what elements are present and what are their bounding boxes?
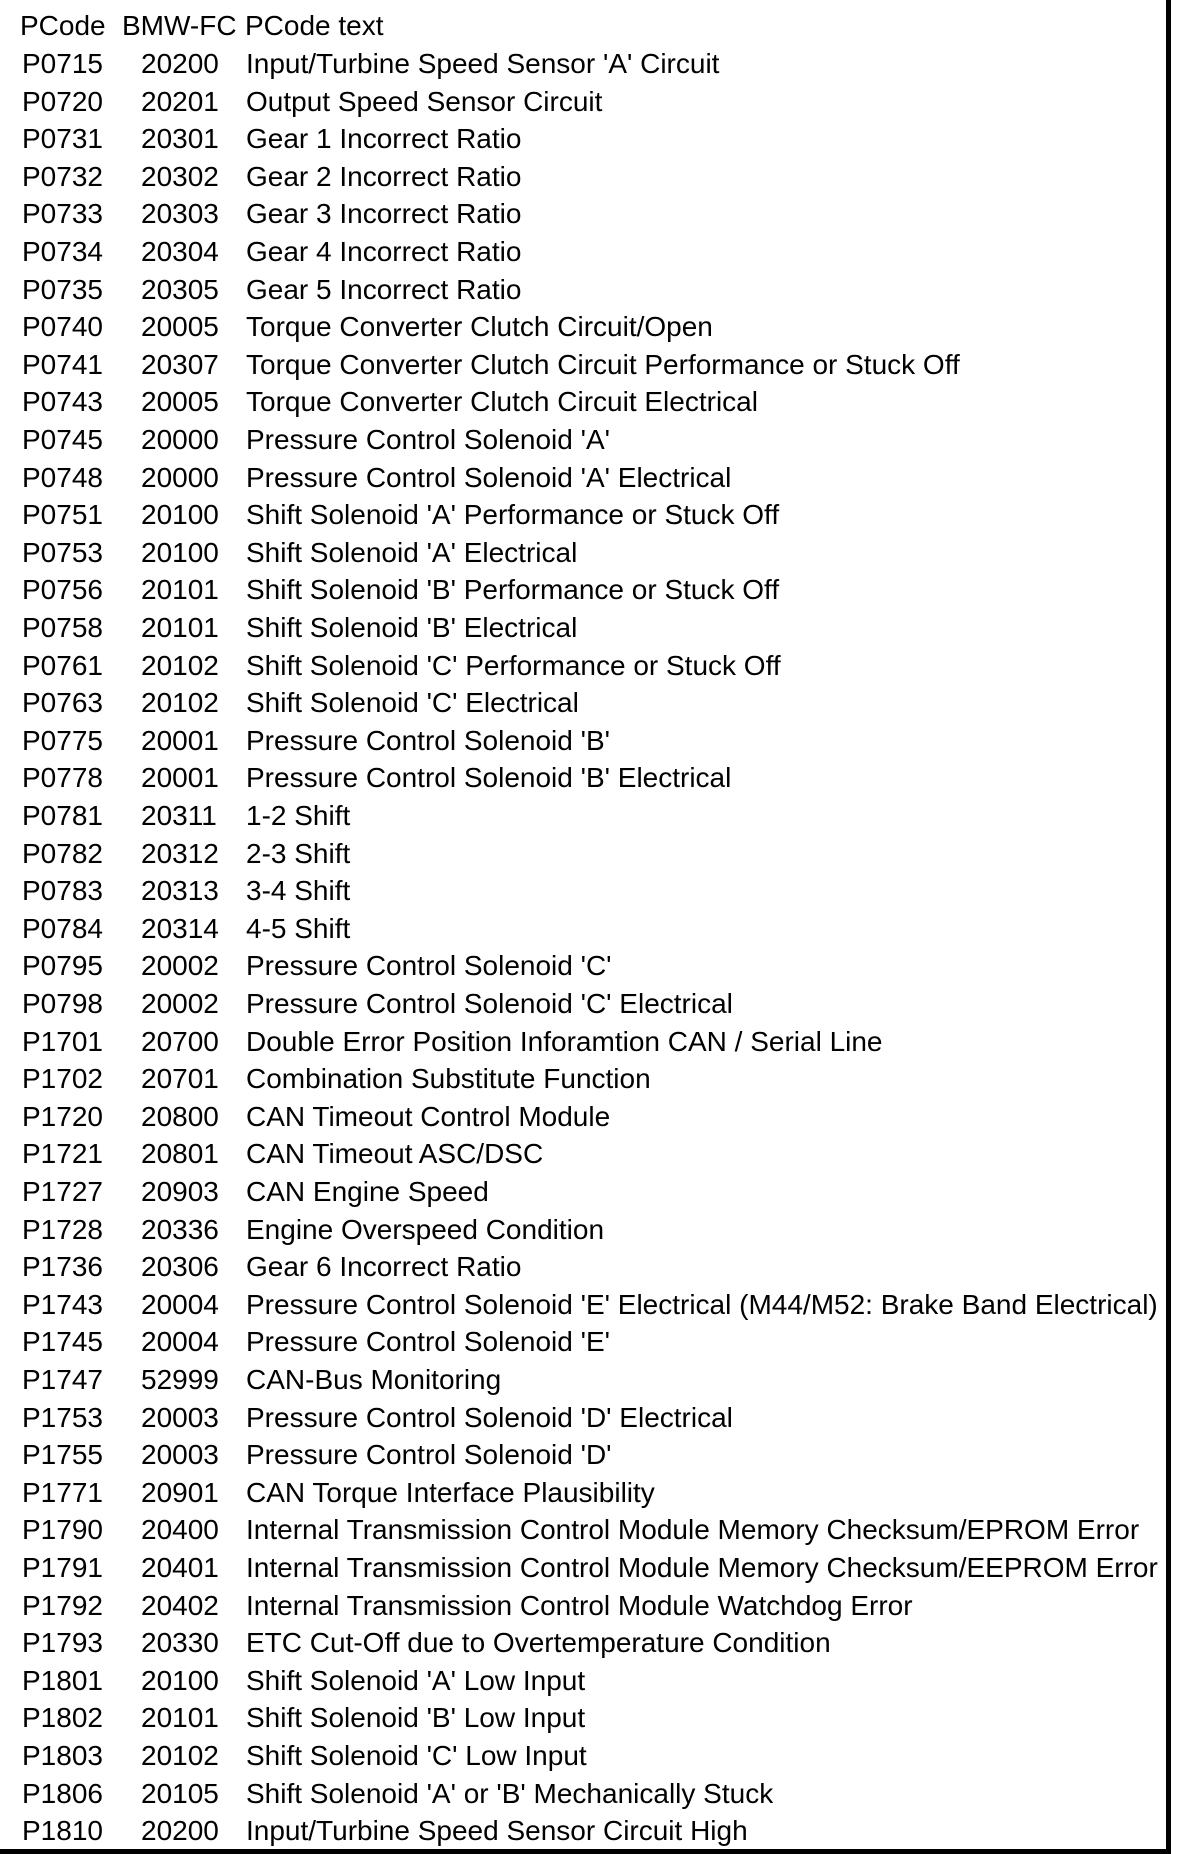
- bmw-fc-cell: 20100: [141, 537, 219, 568]
- table-row: [0, 1399, 1160, 1437]
- pcode-cell: P0743: [22, 386, 103, 417]
- pcode-text-cell: Input/Turbine Speed Sensor 'A' Circuit: [246, 48, 720, 79]
- pcode-text-cell: CAN Timeout Control Module: [246, 1101, 611, 1132]
- bmw-fc-cell: 20307: [141, 349, 219, 380]
- table-row: [0, 684, 1160, 722]
- table-row: [0, 1023, 1160, 1061]
- pcode-cell: P1721: [22, 1138, 103, 1169]
- pcode-text-cell: Gear 1 Incorrect Ratio: [246, 123, 522, 154]
- pcode-text-cell: Torque Converter Clutch Circuit Electrical: [246, 386, 758, 417]
- bmw-fc-cell: 20903: [141, 1176, 219, 1207]
- bmw-fc-cell: 20004: [141, 1289, 219, 1320]
- pcode-cell: P1728: [22, 1214, 103, 1245]
- pcode-text-cell: Internal Transmission Control Module Memory Checksum/EPROM Error: [246, 1514, 1140, 1545]
- bmw-fc-cell: 20000: [141, 462, 219, 493]
- table-row: [0, 1436, 1160, 1474]
- table-row: [0, 1775, 1160, 1813]
- pcode-text-cell: Gear 4 Incorrect Ratio: [246, 236, 522, 267]
- table-row: [0, 1323, 1160, 1361]
- pcode-cell: P1736: [22, 1251, 103, 1282]
- table-row: [0, 722, 1160, 760]
- bmw-fc-cell: 20901: [141, 1477, 219, 1508]
- table-row: [0, 609, 1160, 647]
- pcode-cell: P1702: [22, 1063, 103, 1094]
- pcode-cell: P1755: [22, 1439, 103, 1470]
- bmw-fc-cell: 20700: [141, 1026, 219, 1057]
- table-row: [0, 459, 1160, 497]
- pcode-text-cell: Gear 6 Incorrect Ratio: [246, 1251, 522, 1282]
- bmw-fc-cell: 20330: [141, 1627, 219, 1658]
- table-row: [0, 1737, 1160, 1775]
- pcode-cell: P0753: [22, 537, 103, 568]
- table-row: [0, 120, 1160, 158]
- pcode-cell: P0720: [22, 86, 103, 117]
- table-row: [0, 496, 1160, 534]
- bmw-fc-cell: 20400: [141, 1514, 219, 1545]
- pcode-text-cell: Shift Solenoid 'B' Electrical: [246, 612, 578, 643]
- pcode-cell: P0733: [22, 198, 103, 229]
- pcode-text-cell: Gear 3 Incorrect Ratio: [246, 198, 522, 229]
- pcode-text-cell: Torque Converter Clutch Circuit/Open: [246, 311, 713, 342]
- bmw-fc-cell: 20305: [141, 274, 219, 305]
- pcode-cell: P1771: [22, 1477, 103, 1508]
- pcode-text-cell: Shift Solenoid 'C' Performance or Stuck Off: [246, 650, 781, 681]
- table-row: [0, 985, 1160, 1023]
- pcode-cell: P0763: [22, 687, 103, 718]
- bmw-fc-cell: 20105: [141, 1778, 219, 1809]
- table-row: [0, 1624, 1160, 1662]
- bmw-fc-cell: 20001: [141, 762, 219, 793]
- table-row: [0, 1060, 1160, 1098]
- table-row: [0, 1511, 1160, 1549]
- bmw-fc-cell: 20306: [141, 1251, 219, 1282]
- pcode-text-cell: Gear 5 Incorrect Ratio: [246, 274, 522, 305]
- header-pcode-text: PCode text: [245, 10, 384, 41]
- pcode-text-cell: Engine Overspeed Condition: [246, 1214, 605, 1245]
- bmw-fc-cell: 20701: [141, 1063, 219, 1094]
- pcode-text-cell: Shift Solenoid 'C' Low Input: [246, 1740, 587, 1771]
- table-row: [0, 1248, 1160, 1286]
- bmw-fc-cell: 20336: [141, 1214, 219, 1245]
- pcode-cell: P0775: [22, 725, 103, 756]
- pcode-text-cell: Pressure Control Solenoid 'C' Electrical: [246, 988, 733, 1019]
- table-row: [0, 947, 1160, 985]
- pcode-text-cell: Shift Solenoid 'A' or 'B' Mechanically Stuck: [246, 1778, 774, 1809]
- pcode-text-cell: Torque Converter Clutch Circuit Performance or Stuck Off: [246, 349, 960, 380]
- pcode-text-cell: Combination Substitute Function: [246, 1063, 651, 1094]
- table-row: [0, 271, 1160, 309]
- pcode-text-cell: Pressure Control Solenoid 'B' Electrical: [246, 762, 732, 793]
- pcode-text-cell: 3-4 Shift: [246, 875, 351, 906]
- bmw-fc-cell: 20102: [141, 1740, 219, 1771]
- pcode-cell: P1802: [22, 1702, 103, 1733]
- pcode-text-cell: 4-5 Shift: [246, 913, 351, 944]
- pcode-cell: P1745: [22, 1326, 103, 1357]
- pcode-text-cell: Pressure Control Solenoid 'E': [246, 1326, 610, 1357]
- bmw-fc-cell: 20001: [141, 725, 219, 756]
- bmw-fc-cell: 20100: [141, 1665, 219, 1696]
- table-row: [0, 1135, 1160, 1173]
- bmw-fc-cell: 20311: [141, 800, 217, 831]
- pcode-text-cell: Pressure Control Solenoid 'D' Electrical: [246, 1402, 733, 1433]
- pcode-text-cell: Gear 2 Incorrect Ratio: [246, 161, 522, 192]
- table-row: [0, 835, 1160, 873]
- bmw-fc-cell: 20303: [141, 198, 219, 229]
- pcode-text-cell: CAN Timeout ASC/DSC: [246, 1138, 544, 1169]
- pcode-text-cell: Shift Solenoid 'A' Electrical: [246, 537, 578, 568]
- pcode-text-cell: Pressure Control Solenoid 'A' Electrical: [246, 462, 732, 493]
- pcode-cell: P0715: [22, 48, 103, 79]
- bmw-fc-cell: 20800: [141, 1101, 219, 1132]
- bmw-fc-cell: 20002: [141, 950, 219, 981]
- bmw-fc-cell: 20801: [141, 1138, 219, 1169]
- table-row: [0, 1098, 1160, 1136]
- bmw-fc-cell: 20002: [141, 988, 219, 1019]
- bmw-fc-cell: 20312: [141, 838, 219, 869]
- table-row: [0, 1474, 1160, 1512]
- table-row: [0, 647, 1160, 685]
- pcode-cell: P0735: [22, 274, 103, 305]
- table-row: [0, 1812, 1160, 1850]
- bmw-fc-cell: 20200: [141, 48, 219, 79]
- bmw-fc-cell: 52999: [141, 1364, 219, 1395]
- pcode-text-cell: Shift Solenoid 'C' Electrical: [246, 687, 579, 718]
- pcode-cell: P1747: [22, 1364, 103, 1395]
- pcode-text-cell: Shift Solenoid 'A' Performance or Stuck Off: [246, 499, 780, 530]
- pcode-cell: P1791: [22, 1552, 103, 1583]
- table-row: [0, 158, 1160, 196]
- bmw-fc-cell: 20304: [141, 236, 219, 267]
- header-pcode: PCode: [20, 10, 106, 41]
- pcode-cell: P0748: [22, 462, 103, 493]
- header-bmw-fc: BMW-FC: [122, 10, 237, 41]
- table-row: [0, 1699, 1160, 1737]
- pcode-cell: P1803: [22, 1740, 103, 1771]
- bmw-fc-cell: 20302: [141, 161, 219, 192]
- pcode-cell: P0756: [22, 574, 103, 605]
- pcode-text-cell: 1-2 Shift: [246, 800, 351, 831]
- bmw-fc-cell: 20201: [141, 86, 219, 117]
- pcode-cell: P0732: [22, 161, 103, 192]
- pcode-cell: P0798: [22, 988, 103, 1019]
- bmw-fc-cell: 20314: [141, 913, 219, 944]
- pcode-text-cell: Pressure Control Solenoid 'D': [246, 1439, 612, 1470]
- bmw-fc-cell: 20000: [141, 424, 219, 455]
- pcode-cell: P0778: [22, 762, 103, 793]
- pcode-cell: P1790: [22, 1514, 103, 1545]
- table-row: [0, 233, 1160, 271]
- pcode-cell: P1801: [22, 1665, 103, 1696]
- bmw-fc-cell: 20102: [141, 650, 219, 681]
- table-row: [0, 759, 1160, 797]
- pcode-cell: P0782: [22, 838, 103, 869]
- bmw-fc-cell: 20003: [141, 1402, 219, 1433]
- table-row: [0, 83, 1160, 121]
- pcode-text-cell: CAN Engine Speed: [246, 1176, 489, 1207]
- pcode-cell: P0783: [22, 875, 103, 906]
- pcode-cell: P1727: [22, 1176, 103, 1207]
- pcode-cell: P1810: [22, 1815, 103, 1846]
- pcode-text-cell: Pressure Control Solenoid 'C': [246, 950, 612, 981]
- pcode-cell: P1793: [22, 1627, 103, 1658]
- pcode-text-cell: Internal Transmission Control Module Watchdog Error: [246, 1590, 913, 1621]
- table-row: [0, 1587, 1160, 1625]
- pcode-text-cell: 2-3 Shift: [246, 838, 351, 869]
- table-row: [0, 571, 1160, 609]
- bmw-fc-cell: 20005: [141, 386, 219, 417]
- pcode-text-cell: Internal Transmission Control Module Memory Checksum/EEPROM Error: [246, 1552, 1158, 1583]
- table-row: [0, 910, 1160, 948]
- bmw-fc-cell: 20102: [141, 687, 219, 718]
- bmw-fc-cell: 20004: [141, 1326, 219, 1357]
- pcode-cell: P1753: [22, 1402, 103, 1433]
- pcode-text-cell: Output Speed Sensor Circuit: [246, 86, 603, 117]
- pcode-cell: P1701: [22, 1026, 103, 1057]
- table-row: [0, 1549, 1160, 1587]
- right-border-line: [1166, 0, 1171, 1854]
- bmw-fc-cell: 20313: [141, 875, 219, 906]
- pcode-cell: P0781: [22, 800, 103, 831]
- bmw-fc-cell: 20200: [141, 1815, 219, 1846]
- bmw-fc-cell: 20100: [141, 499, 219, 530]
- pcode-text-cell: Input/Turbine Speed Sensor Circuit High: [246, 1815, 748, 1846]
- pcode-cell: P1743: [22, 1289, 103, 1320]
- pcode-cell: P0740: [22, 311, 103, 342]
- pcode-text-cell: Shift Solenoid 'B' Low Input: [246, 1702, 586, 1733]
- table-row: [0, 45, 1160, 83]
- table-row: [0, 534, 1160, 572]
- table-row: [0, 195, 1160, 233]
- table-row: [0, 1361, 1160, 1399]
- table-row: [0, 346, 1160, 384]
- pcode-text-cell: Pressure Control Solenoid 'A': [246, 424, 610, 455]
- bmw-fc-cell: 20101: [141, 574, 219, 605]
- bmw-fc-cell: 20003: [141, 1439, 219, 1470]
- bmw-fc-cell: 20101: [141, 1702, 219, 1733]
- table-row: [0, 421, 1160, 459]
- pcode-text-cell: Pressure Control Solenoid 'B': [246, 725, 610, 756]
- pcode-cell: P1720: [22, 1101, 103, 1132]
- pcode-text-cell: CAN-Bus Monitoring: [246, 1364, 502, 1395]
- bmw-fc-cell: 20301: [141, 123, 219, 154]
- bottom-border-line: [0, 1849, 1171, 1854]
- bmw-fc-cell: 20401: [141, 1552, 219, 1583]
- table-row: [0, 797, 1160, 835]
- pcode-cell: P1792: [22, 1590, 103, 1621]
- table-row: [0, 1286, 1160, 1324]
- pcode-text-cell: Shift Solenoid 'B' Performance or Stuck Off: [246, 574, 780, 605]
- pcode-text-cell: Shift Solenoid 'A' Low Input: [246, 1665, 586, 1696]
- pcode-cell: P0734: [22, 236, 103, 267]
- bmw-fc-cell: 20005: [141, 311, 219, 342]
- pcode-cell: P1806: [22, 1778, 103, 1809]
- pcode-cell: P0761: [22, 650, 103, 681]
- pcode-cell: P0758: [22, 612, 103, 643]
- pcode-cell: P0795: [22, 950, 103, 981]
- table-header-row: [0, 7, 1160, 45]
- table-row: [0, 1662, 1160, 1700]
- pcode-text-cell: ETC Cut-Off due to Overtemperature Condition: [246, 1627, 831, 1658]
- bmw-fc-cell: 20101: [141, 612, 219, 643]
- table-row: [0, 383, 1160, 421]
- pcode-cell: P0784: [22, 913, 103, 944]
- pcode-cell: P0731: [22, 123, 103, 154]
- pcode-cell: P0751: [22, 499, 103, 530]
- pcode-text-cell: CAN Torque Interface Plausibility: [246, 1477, 655, 1508]
- table-row: [0, 1211, 1160, 1249]
- table-row: [0, 872, 1160, 910]
- table-row: [0, 308, 1160, 346]
- table-row: [0, 1173, 1160, 1211]
- pcode-cell: P0741: [22, 349, 103, 380]
- pcode-text-cell: Pressure Control Solenoid 'E' Electrical (M44/M52: Brake Band Electrical): [246, 1289, 1158, 1320]
- pcode-text-cell: Double Error Position Inforamtion CAN / Serial Line: [246, 1026, 883, 1057]
- bmw-fc-cell: 20402: [141, 1590, 219, 1621]
- pcode-cell: P0745: [22, 424, 103, 455]
